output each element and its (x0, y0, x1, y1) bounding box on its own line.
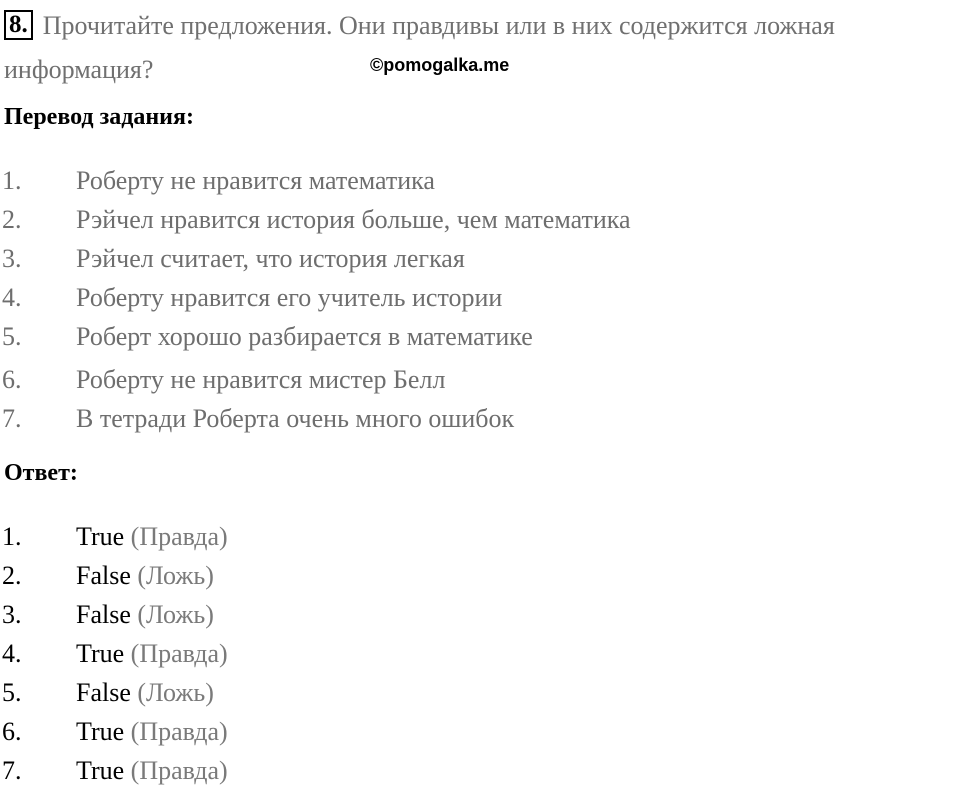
item-text: В тетради Роберта очень много ошибок (76, 404, 515, 433)
answer-text (76, 517, 228, 556)
item-text: Роберту не нравится мистер Белл (76, 365, 446, 394)
item-text: Роберт хорошо разбирается в математике (76, 322, 533, 351)
answer-text (76, 751, 228, 790)
task-number-box: 8. (4, 10, 33, 40)
answer-text (76, 673, 214, 712)
answer-text (76, 556, 214, 595)
item-number: 1. (2, 522, 22, 551)
item-number: 5. (2, 678, 22, 707)
answer-english: True (76, 522, 125, 551)
watermark: ©pomogalka.me (370, 55, 510, 75)
item-number: 4. (2, 639, 22, 668)
item-text: Рэйчел считает, что история легкая (76, 244, 465, 273)
answer-english: True (76, 639, 125, 668)
item-number: 5. (2, 322, 22, 351)
answer-russian: (Ложь) (137, 561, 214, 590)
item-number: 7. (2, 756, 22, 785)
answer-russian: (Правда) (130, 639, 228, 668)
item-text: Роберту не нравится математика (76, 166, 435, 195)
answer-russian: (Правда) (130, 756, 228, 785)
item-number: 7. (2, 404, 22, 433)
answer-text (76, 712, 228, 751)
task-text: Прочитайте предложения. Они правдивы или в них содержится ложная информация? (4, 11, 835, 84)
answer-english: True (76, 717, 125, 746)
item-number: 3. (2, 244, 22, 273)
answer-title: Ответ: (4, 460, 78, 486)
answer-english: False (76, 600, 131, 629)
item-number: 1. (2, 166, 22, 195)
answer-text (76, 595, 214, 634)
answer-russian: (Ложь) (137, 600, 214, 629)
answer-russian: (Правда) (130, 717, 228, 746)
answer-text (76, 634, 228, 673)
answer-english: True (76, 756, 125, 785)
answer-english: False (76, 678, 131, 707)
item-number: 2. (2, 561, 22, 590)
item-text: Роберту нравится его учитель истории (76, 283, 503, 312)
item-text: Рэйчел нравится история больше, чем математика (76, 205, 631, 234)
item-number: 6. (2, 365, 22, 394)
translation-title: Перевод задания: (4, 104, 194, 130)
item-number: 4. (2, 283, 22, 312)
answer-russian: (Ложь) (137, 678, 214, 707)
item-number: 6. (2, 717, 22, 746)
item-number: 2. (2, 205, 22, 234)
answer-english: False (76, 561, 131, 590)
task-header (4, 4, 960, 92)
item-number: 3. (2, 600, 22, 629)
answer-russian: (Правда) (130, 522, 228, 551)
